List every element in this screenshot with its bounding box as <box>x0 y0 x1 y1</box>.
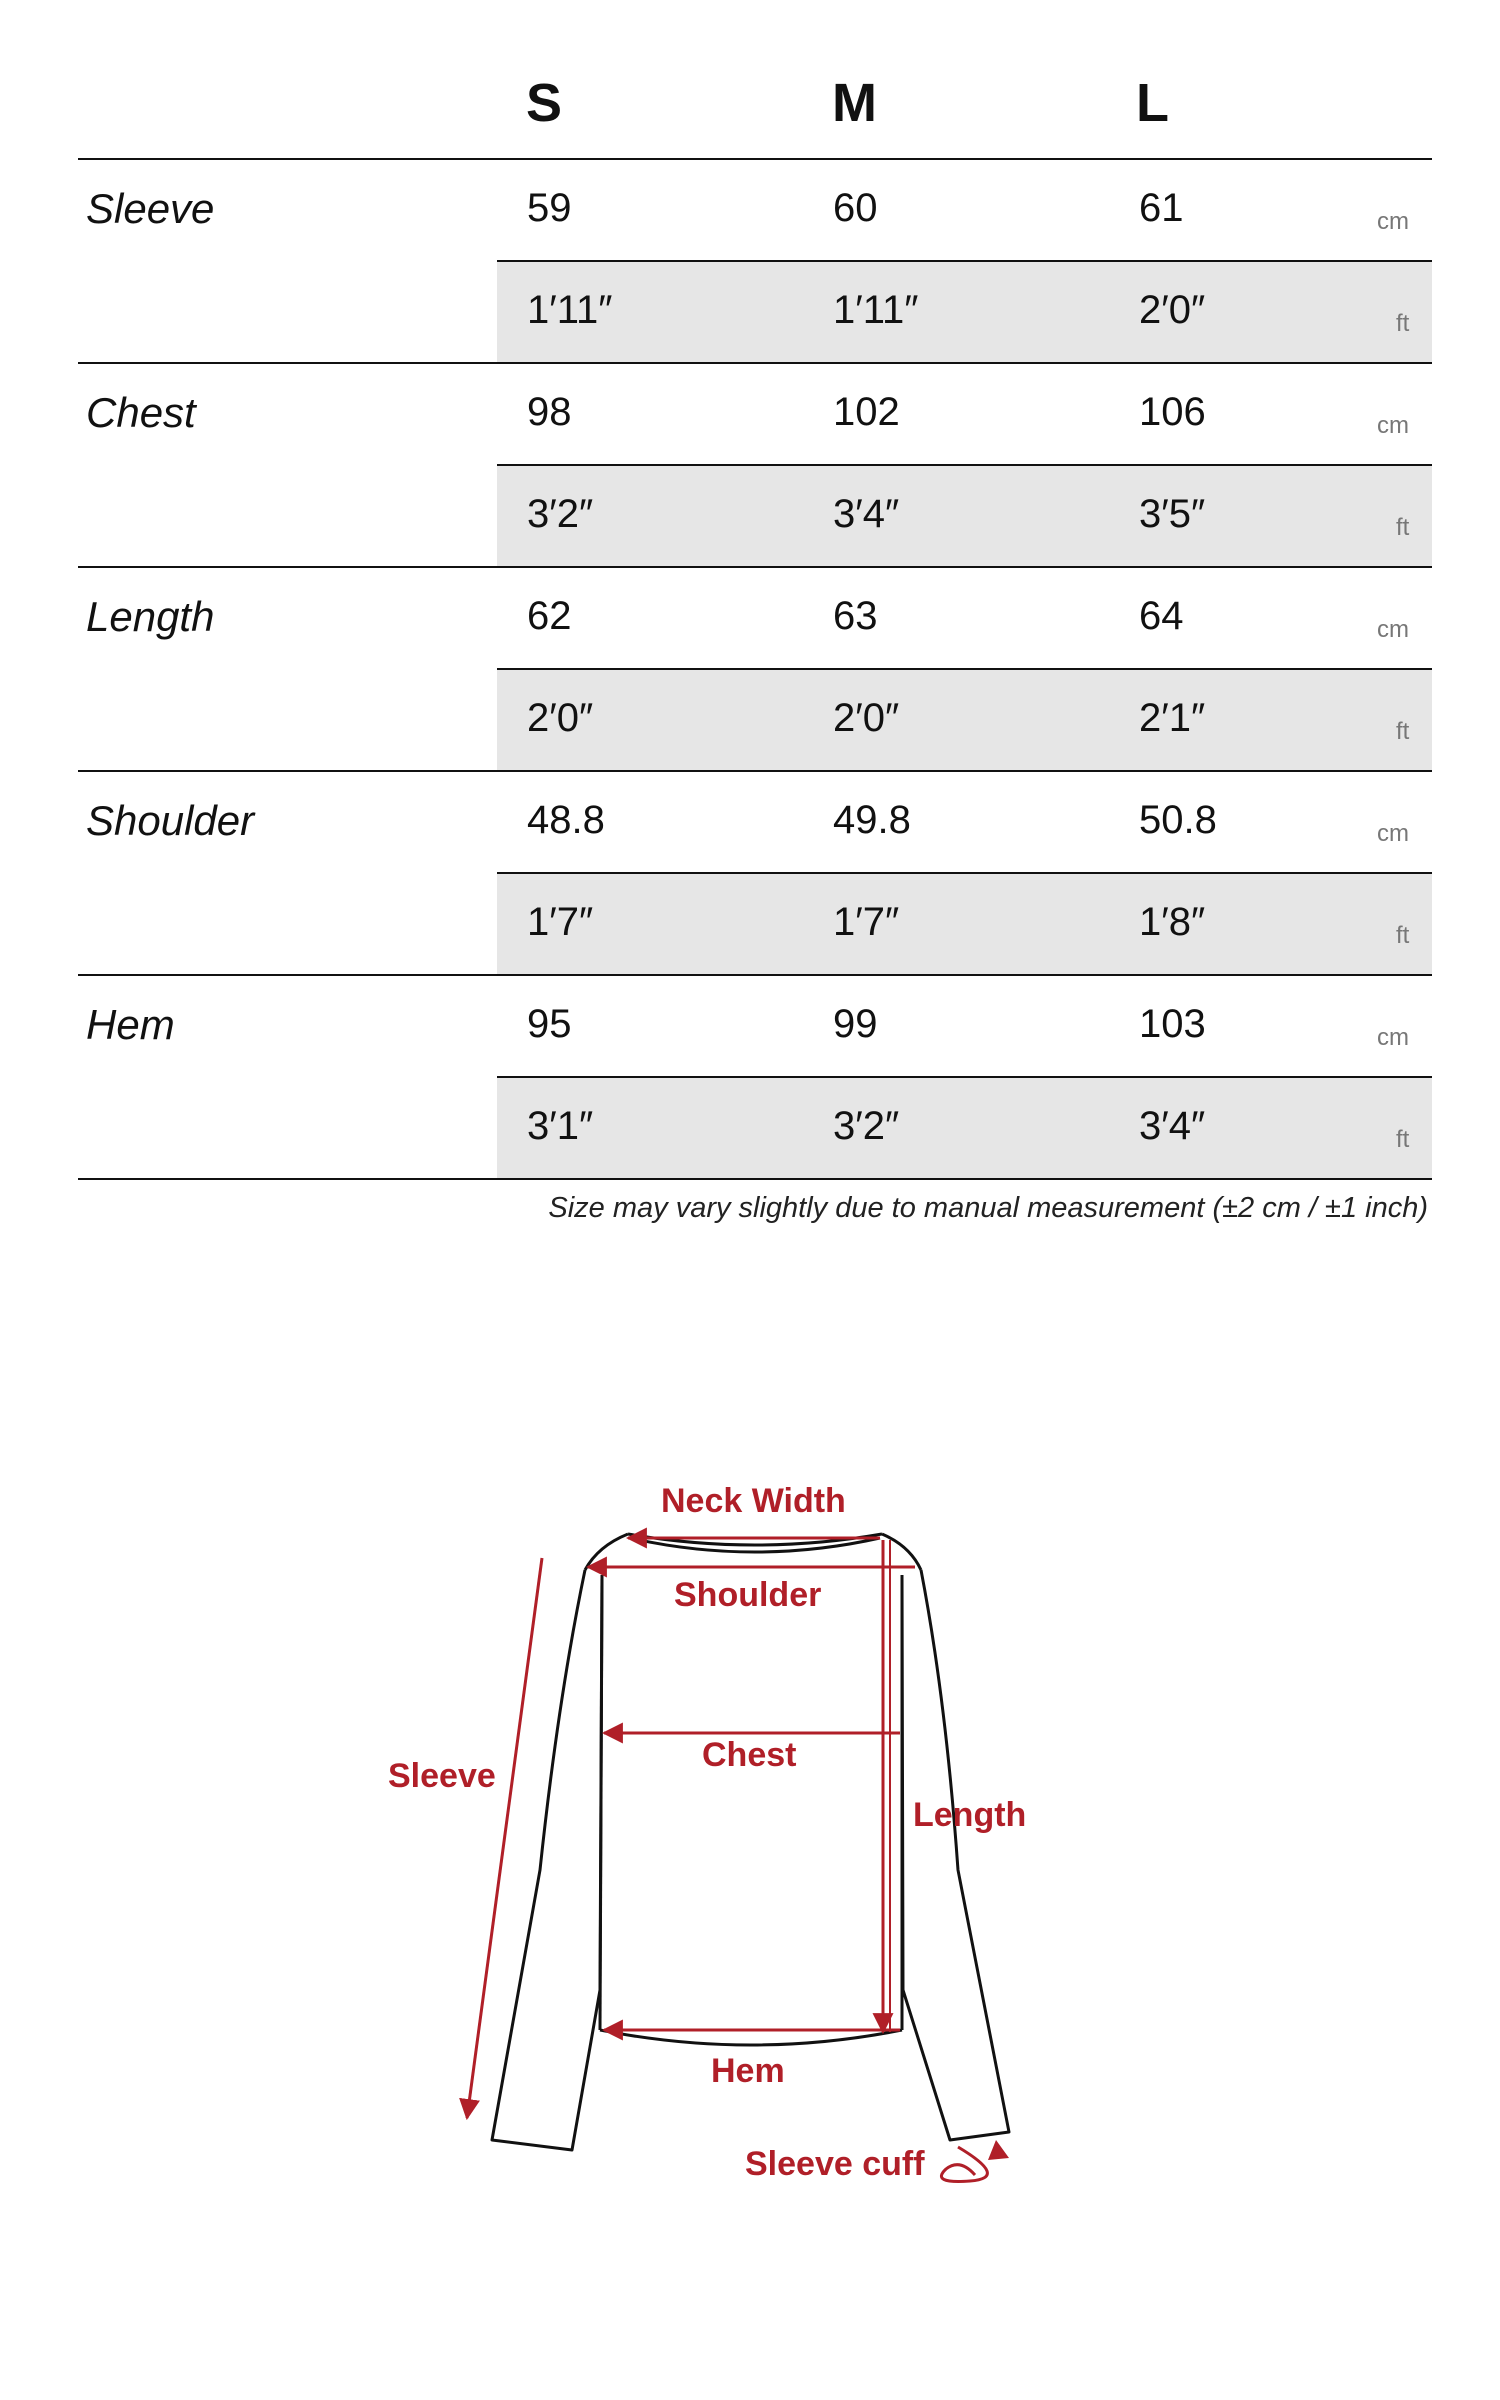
cm-value: 49.8 <box>833 798 911 842</box>
sleeve-cuff-label: Sleeve cuff <box>745 2145 925 2183</box>
neck-width-label: Neck Width <box>661 1482 846 1520</box>
row-label-chest: Chest <box>86 389 196 436</box>
left-sleeve <box>492 1570 602 2150</box>
cm-value: 62 <box>527 594 572 638</box>
ft-value: 1′11″ <box>833 288 919 332</box>
size-header-m: M <box>832 73 877 133</box>
row-label-hem: Hem <box>86 1001 175 1048</box>
sleeve-label: Sleeve <box>388 1757 496 1795</box>
right-shoulder-seam <box>882 1534 921 1570</box>
ft-value: 3′4″ <box>1139 1104 1206 1148</box>
chest-label: Chest <box>702 1736 797 1774</box>
length-label: Length <box>913 1796 1027 1834</box>
row-label-shoulder: Shoulder <box>86 797 255 844</box>
cm-unit: cm <box>1377 208 1409 235</box>
shoulder-label: Shoulder <box>674 1576 822 1614</box>
cm-value: 63 <box>833 594 878 638</box>
body-left-side <box>600 1575 602 2030</box>
ft-value: 3′1″ <box>527 1104 594 1148</box>
cm-value: 50.8 <box>1139 798 1217 842</box>
sleeve-cuff-arrowhead <box>988 2140 1009 2160</box>
size-header-l: L <box>1136 73 1169 133</box>
cm-value: 64 <box>1139 594 1184 638</box>
cm-unit: cm <box>1377 616 1409 643</box>
ft-value: 1′8″ <box>1139 900 1206 944</box>
ft-unit: ft <box>1396 514 1410 541</box>
cm-value: 99 <box>833 1002 878 1046</box>
cm-unit: cm <box>1377 1024 1409 1051</box>
ft-value: 2′0″ <box>1139 288 1206 332</box>
cm-value: 95 <box>527 1002 572 1046</box>
sleeve-arrow <box>467 1558 542 2118</box>
row-label-sleeve: Sleeve <box>86 185 215 232</box>
sleeve-cuff-arrow <box>941 2147 987 2182</box>
ft-value: 3′5″ <box>1139 492 1206 536</box>
cm-value: 98 <box>527 390 572 434</box>
cm-value: 59 <box>527 186 572 230</box>
row-label-length: Length <box>86 593 215 640</box>
cm-value: 106 <box>1139 390 1206 434</box>
ft-value: 2′0″ <box>527 696 594 740</box>
ft-value: 3′2″ <box>833 1104 900 1148</box>
measurement-note: Size may vary slightly due to manual measurement (±2 cm / ±1 inch) <box>548 1192 1428 1224</box>
cm-value: 102 <box>833 390 900 434</box>
ft-unit: ft <box>1396 310 1410 337</box>
left-shoulder-seam <box>585 1534 628 1570</box>
cm-unit: cm <box>1377 820 1409 847</box>
hem-label: Hem <box>711 2052 785 2090</box>
ft-value: 3′4″ <box>833 492 900 536</box>
cm-value: 61 <box>1139 186 1184 230</box>
ft-value: 1′7″ <box>833 900 900 944</box>
right-sleeve <box>902 1570 1009 2140</box>
hem-line <box>600 2030 902 2045</box>
cm-value: 60 <box>833 186 878 230</box>
ft-value: 1′7″ <box>527 900 594 944</box>
cm-value: 48.8 <box>527 798 605 842</box>
ft-unit: ft <box>1396 922 1410 949</box>
size-header-s: S <box>526 73 563 133</box>
ft-unit: ft <box>1396 718 1410 745</box>
ft-value: 2′1″ <box>1139 696 1206 740</box>
ft-value: 2′0″ <box>833 696 900 740</box>
ft-value: 3′2″ <box>527 492 594 536</box>
cm-unit: cm <box>1377 412 1409 439</box>
cm-value: 103 <box>1139 1002 1206 1046</box>
ft-value: 1′11″ <box>527 288 613 332</box>
ft-unit: ft <box>1396 1126 1410 1153</box>
